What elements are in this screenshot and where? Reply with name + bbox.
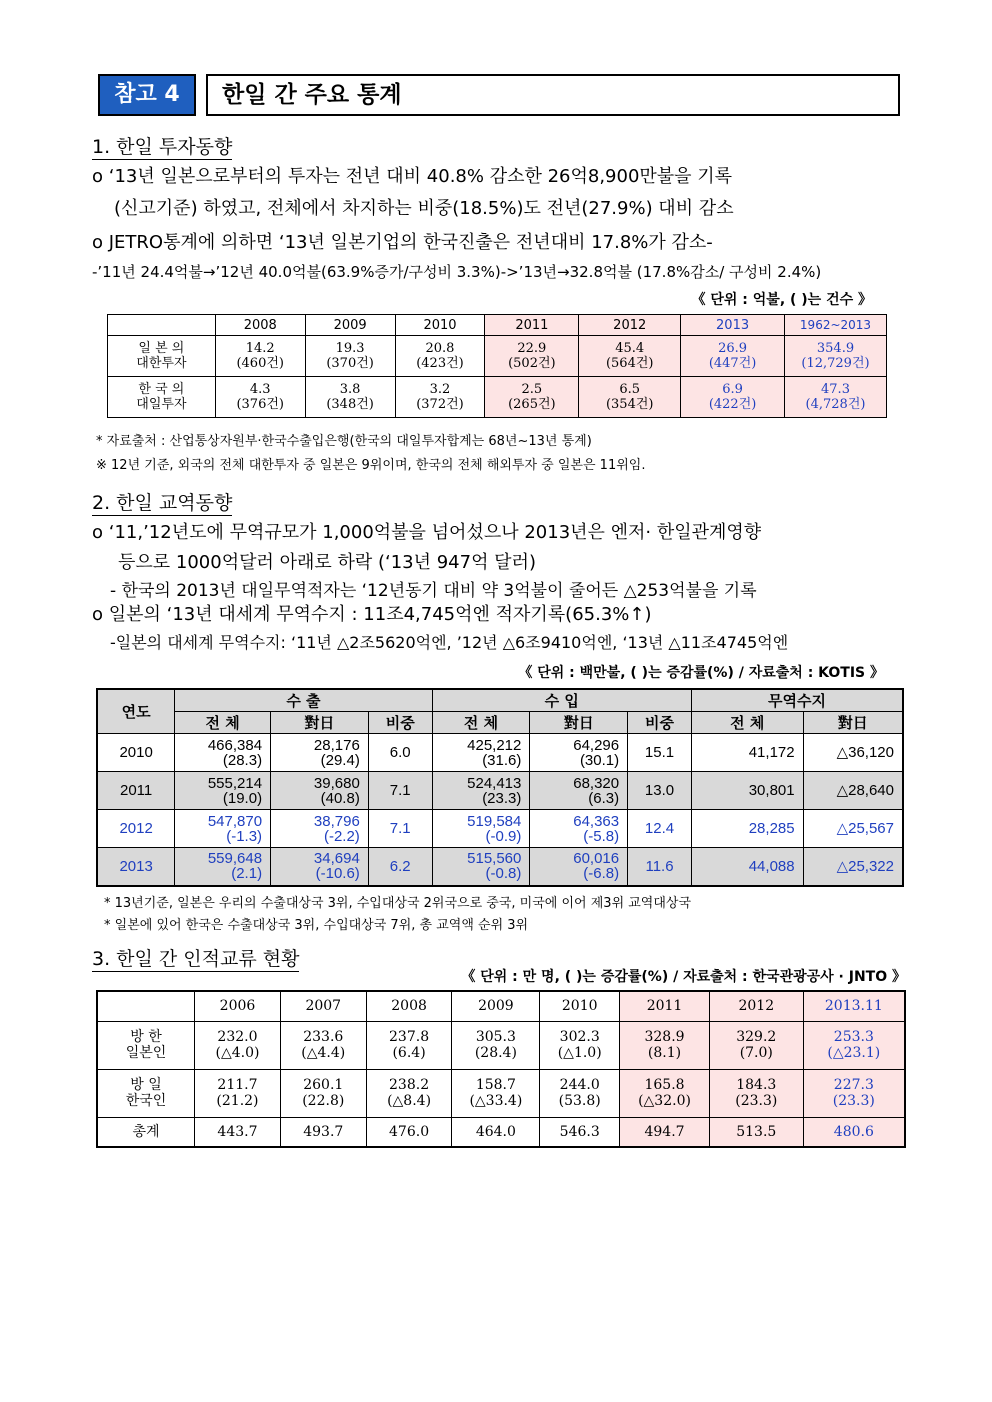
s1-line-3: o JETRO통계에 의하면 ‘13년 일본기업의 한국진출은 전년대비 17.8%가 감소- [92,232,713,253]
s2-note-2: * 일본에 있어 한국은 수출대상국 3위, 수입대상국 7위, 총 교역액 순위 3위 [104,918,529,933]
header-balance: 무역수지 [691,689,903,712]
table-row: 일 본 의 대한투자 14.2 (460건) 19.3 (370건) 20.8 (423건) 22.9 (502건) 45.4 (564건) 26.9 (447건) 354.9 (12,729건) [108,336,887,377]
reference-tag: 참고 4 [98,74,196,116]
table-total-row: 총계 443.7 493.7 476.0 464.0 546.3 494.7 513.5 480.6 [97,1117,905,1147]
year-cell: 2013.11 [803,991,905,1021]
s3-unit-note: 《 단위 : 만 명, ( )는 증감률(%) / 자료출처 : 한국관광공사 · JNTO 》 [461,969,906,985]
s2-line-3: - 한국의 2013년 대일무역적자는 ‘12년동기 대비 약 3억불이 줄어든 △253억불을 기록 [110,581,757,601]
year-cell: 2008 [215,315,305,336]
header-export: 수 출 [175,689,432,712]
section-3-heading: 3. 한일 간 인적교류 현황 [92,948,300,970]
s2-unit-note: 《 단위 : 백만불, ( )는 증감률(%) / 자료출처 : KOTIS 》 [518,665,884,681]
s1-line-2: (신고기준) 하였고, 전체에서 차지하는 비중(18.5%)도 전년(27.9%) 대비 감소 [114,198,734,219]
year-cell: 2012 [709,991,803,1021]
table-row: 방 한 일본인 232.0 (△4.0) 233.6 (△4.4) 237.8 (6.4) 305.3 (28.4) 302.3 (△1.0) 328.9 (8.1) 329.2 (7.0) 253.3 (△23.1) [97,1021,905,1069]
row-label: 한 국 의 대일투자 [108,377,216,418]
page-title: 한일 간 주요 통계 [206,74,900,116]
section-2-heading: 2. 한일 교역동향 [92,492,233,514]
table-header-row [97,991,905,1021]
table-row: 방 일 한국인 211.7 (21.2) 260.1 (22.8) 238.2 (△8.4) 158.7 (△33.4) 244.0 (53.8) 165.8 (△32.0) 184.3 (23.3) 227.3 (23.3) [97,1069,905,1117]
row-label: 방 한 일본인 [97,1021,195,1069]
year-cell: 2006 [195,991,281,1021]
year-cell: 2007 [280,991,366,1021]
table-row: 2012 547,870 (-1.3) 38,796 (-2.2) 7.1 519,584 (-0.9) 64,363 (-5.8) 12.4 28,285 △25,567 [97,810,903,848]
s2-line-1: o ‘11,’12년도에 무역규모가 1,000억불을 넘어섰으나 2013년은 엔저· 한일관계영향 [92,522,762,543]
year-cell: 1962~2013 [785,315,887,336]
s1-unit-note: 《 단위 : 억불, ( )는 건수 》 [691,292,872,308]
exchange-table [96,990,906,1148]
s1-note-2: ※ 12년 기준, 외국의 전체 대한투자 중 일본은 9위이며, 한국의 전체 해외투자 중 일본은 11위임. [96,458,646,473]
table-row: 한 국 의 대일투자 4.3 (376건) 3.8 (348건) 3.2 (372건) 2.5 (265건) 6.5 (354건) 6.9 (422건) 47.3 (4,728건) [108,377,887,418]
s2-line-4: o 일본의 ‘13년 대세계 무역수지 : 11조4,745억엔 적자기록(65.3%↑) [92,604,652,625]
row-label: 총계 [97,1117,195,1147]
year-cell: 2010 [540,991,620,1021]
header-import: 수 입 [432,689,691,712]
table-header-row [108,315,887,336]
s2-note-1: * 13년기준, 일본은 우리의 수출대상국 3위, 수입대상국 2위국으로 중국, 미국에 이어 제3위 교역대상국 [104,896,692,911]
page-header [98,74,900,116]
table-row: 2011 555,214 (19.0) 39,680 (40.8) 7.1 524,413 (23.3) 68,320 (6.3) 13.0 30,801 △28,640 [97,772,903,810]
year-cell: 2010 [395,315,485,336]
section-1-heading: 1. 한일 투자동향 [92,136,233,158]
s1-line-1: o ‘13년 일본으로부터의 투자는 전년 대비 40.8% 감소한 26억8,900만불을 기록 [92,166,733,187]
s2-line-2: 등으로 1000억달러 아래로 하락 (‘13년 947억 달러) [118,552,536,573]
s1-note-1: * 자료출처 : 산업통상자원부·한국수출입은행(한국의 대일투자합계는 68년~13년 통계) [96,434,592,449]
trade-table [96,688,904,887]
table-subheader-row: 전 체 對日 비중 전 체 對日 비중 전 체 對日 [97,712,903,734]
s2-line-5: -일본의 대세계 무역수지: ‘11년 △2조5620억엔, ’12년 △6조9410억엔, ‘13년 △11조4745억엔 [110,633,789,652]
table-row: 2013 559,648 (2.1) 34,694 (-10.6) 6.2 515,560 (-0.8) 60,016 (-6.8) 11.6 44,088 △25,322 [97,848,903,886]
year-cell: 2009 [305,315,395,336]
s1-line-4: -’11년 24.4억불→’12년 40.0억불(63.9%증가/구성비 3.3%)->’13년→32.8억불 (17.8%감소/ 구성비 2.4%) [92,263,822,281]
year-cell: 2009 [452,991,540,1021]
year-cell: 2012 [579,315,681,336]
table-header-row [97,689,903,712]
year-cell: 2011 [485,315,579,336]
year-cell: 2013 [681,315,785,336]
year-cell: 2008 [366,991,452,1021]
row-label: 일 본 의 대한투자 [108,336,216,377]
header-year: 연도 [97,689,175,734]
row-label: 방 일 한국인 [97,1069,195,1117]
table-row: 2010 466,384 (28.3) 28,176 (29.4) 6.0 425,212 (31.6) 64,296 (30.1) 15.1 41,172 △36,120 [97,734,903,772]
investment-table [107,314,887,418]
year-cell: 2011 [620,991,710,1021]
